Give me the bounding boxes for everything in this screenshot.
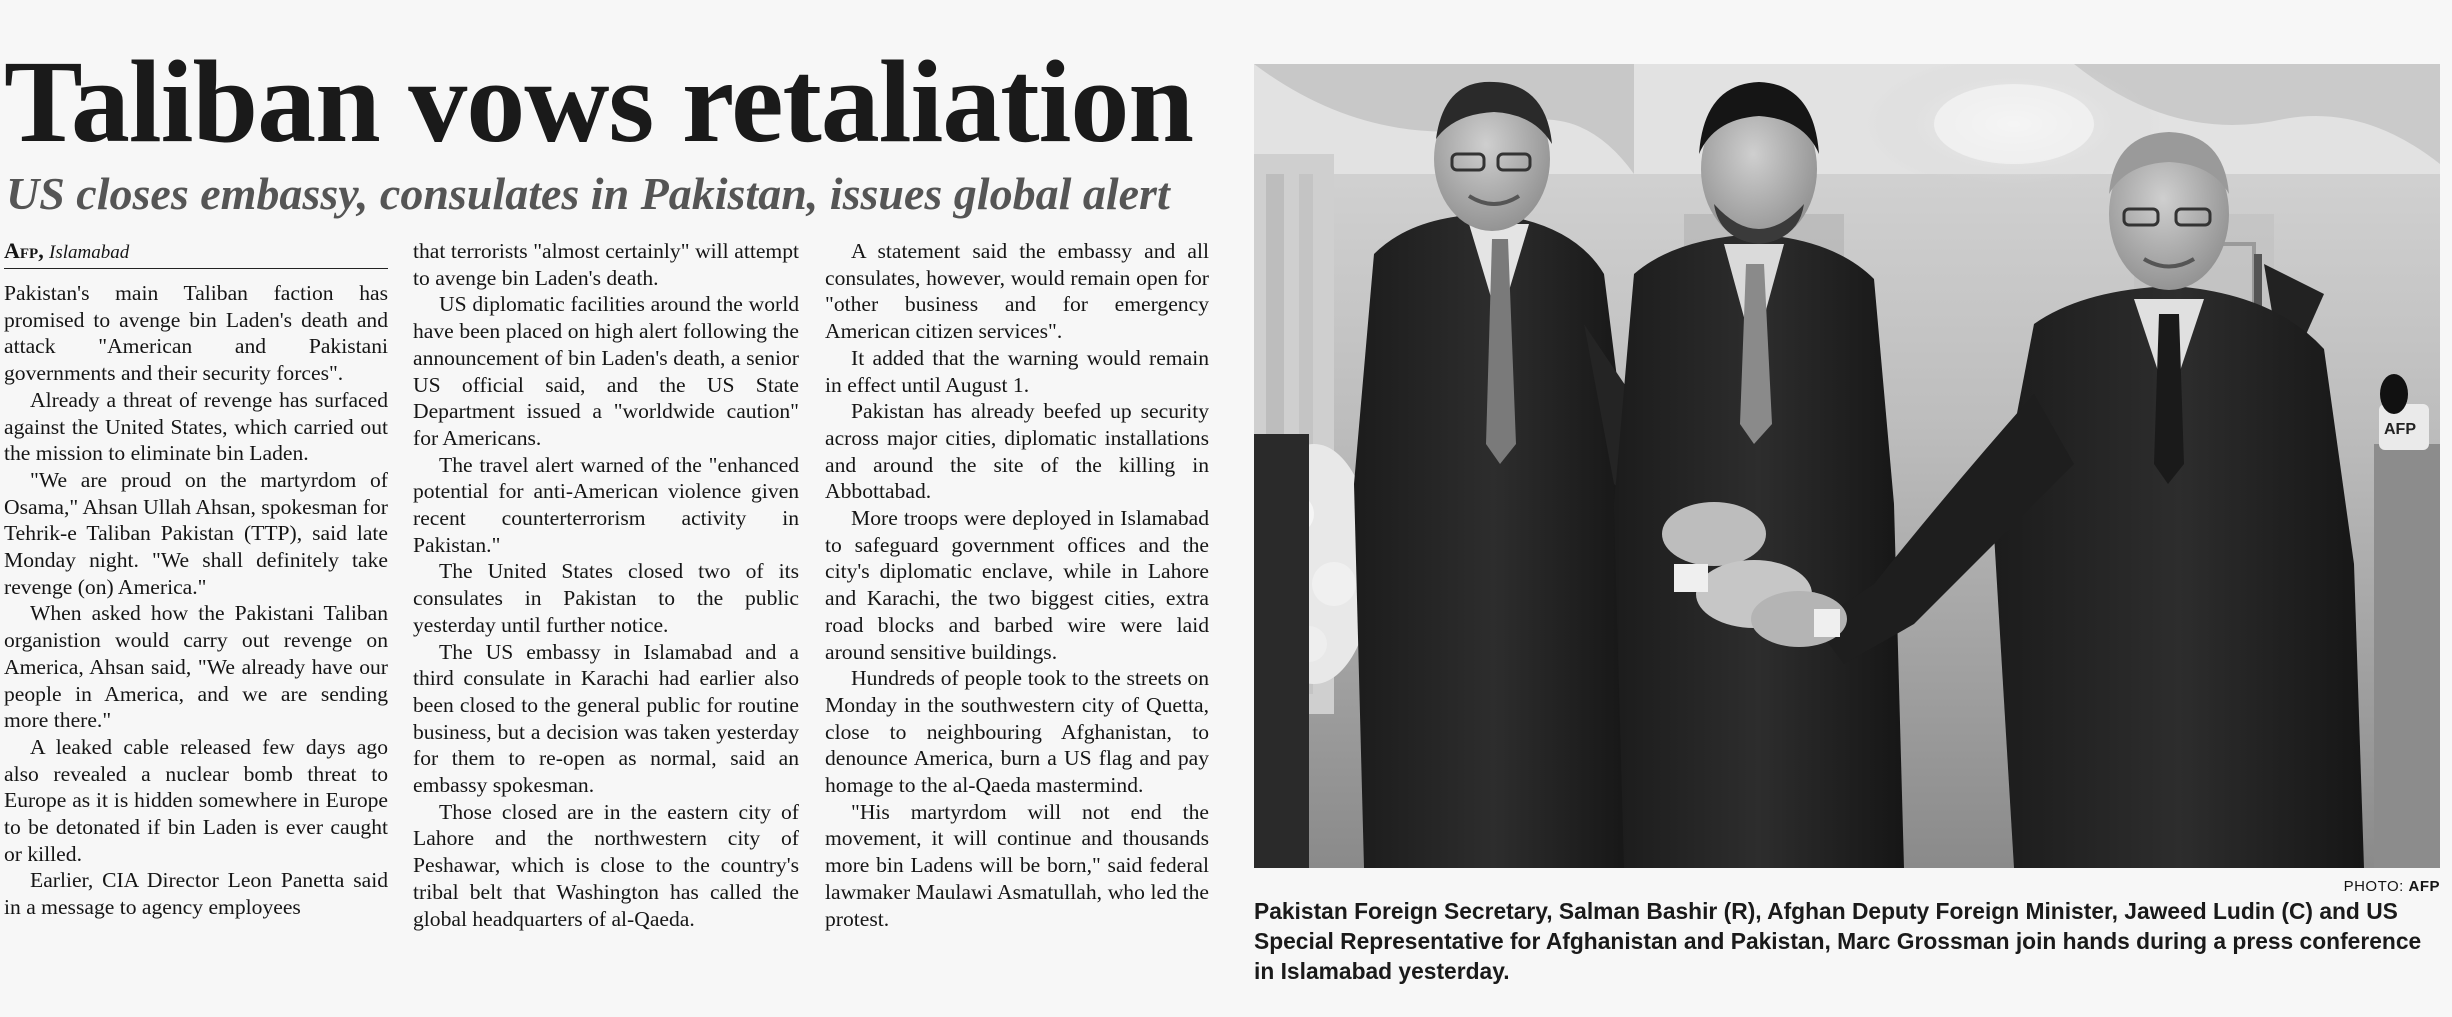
article-paragraph: Earlier, CIA Director Leon Panetta said in a message to agency employees	[4, 868, 388, 920]
article-column-3	[825, 238, 1209, 932]
article-column-2	[413, 238, 799, 932]
article-paragraph: The US embassy in Islamabad and a third consulate in Karachi had earlier also been closed to the general public for routine business, but a decision was taken yesterday for them to re-open as normal, said an embassy spokesman.	[413, 639, 799, 798]
article-paragraph: "His martyrdom will not end the movement, it will continue and thousands more bin Ladens will be born," said federal lawmaker Maulawi Asmatullah, who led the protest.	[825, 799, 1209, 931]
byline-place: Islamabad	[49, 242, 130, 263]
byline-agency: Afp,	[4, 238, 44, 263]
subheadline: US closes embassy, consulates in Pakistan, issues global alert	[6, 168, 1170, 219]
photo-credit	[2240, 878, 2440, 895]
press-conference-photo	[1254, 64, 2440, 868]
photo-credit-label: PHOTO:	[2343, 878, 2404, 895]
article-paragraph: More troops were deployed in Islamabad to safeguard government offices and the city's diplomatic enclave, while in Lahore and Karachi, the two biggest cities, extra road blocks and barbed wire were laid around sensitive buildings.	[825, 506, 1209, 664]
headline: Taliban vows retaliation	[4, 36, 1194, 167]
article-paragraph: Already a threat of revenge has surfaced against the United States, which carried out the mission to eliminate bin Laden.	[4, 387, 388, 466]
article-paragraph: Those closed are in the eastern city of Lahore and the northwestern city of Peshawar, which is close to the country's tribal belt that Washington has called the global headquarters of al-Qaeda.	[413, 799, 799, 931]
article-column-1	[4, 280, 388, 921]
news-photo	[1254, 64, 2440, 868]
article-paragraph: A statement said the embassy and all consulates, however, would remain open for "other business and for emergency American citizen services".	[825, 239, 1209, 344]
article-paragraph: that terrorists "almost certainly" will attempt to avenge bin Laden's death.	[413, 239, 799, 290]
podium-mic-label: AFP	[2384, 421, 2416, 438]
photo-credit-source: AFP	[2408, 878, 2440, 895]
article-paragraph: The travel alert warned of the "enhanced potential for anti-American violence given recent counterterrorism activity in Pakistan."	[413, 452, 799, 557]
photo-caption: Pakistan Foreign Secretary, Salman Bashir (R), Afghan Deputy Foreign Minister, Jaweed Ludin (C) and US Special Representative for Afghanistan and Pakistan, Marc Grossman join hands during a press conference in Islamabad yesterday.	[1254, 898, 2422, 984]
article-paragraph: Hundreds of people took to the streets on Monday in the southwestern city of Quetta, close to neighbouring Afghanistan, to denounce America, burn a US flag and pay homage to the al-Qaeda mastermind.	[825, 666, 1209, 798]
article-paragraph: Pakistan's main Taliban faction has promised to avenge bin Laden's death and attack "American and Pakistani governments and their security forces".	[4, 281, 388, 386]
article-paragraph: "We are proud on the martyrdom of Osama," Ahsan Ullah Ahsan, spokesman for Tehrik-e Taliban Pakistan (TTP), said late Monday night. "We shall definitely take revenge (on) America."	[4, 467, 388, 599]
article-paragraph: Pakistan has already beefed up security across major cities, diplomatic installations and around the site of the killing in Abbottabad.	[825, 399, 1209, 504]
article-paragraph: The United States closed two of its consulates in Pakistan to the public yesterday until further notice.	[413, 559, 799, 637]
article-paragraph: It added that the warning would remain in effect until August 1.	[825, 345, 1209, 397]
byline	[4, 238, 388, 269]
article-paragraph: A leaked cable released few days ago also revealed a nuclear bomb threat to Europe as it is hidden somewhere in Europe to be detonated if bin Laden is ever caught or killed.	[4, 734, 388, 866]
article-paragraph: When asked how the Pakistani Taliban organistion would carry out revenge on America, Ahsan said, "We already have our people in America, and we are sending more there."	[4, 601, 388, 733]
article-paragraph: US diplomatic facilities around the world have been placed on high alert following the announcement of bin Laden's death, a senior US official said, and the US State Department issued a "worldwide caution" for Americans.	[413, 292, 799, 450]
